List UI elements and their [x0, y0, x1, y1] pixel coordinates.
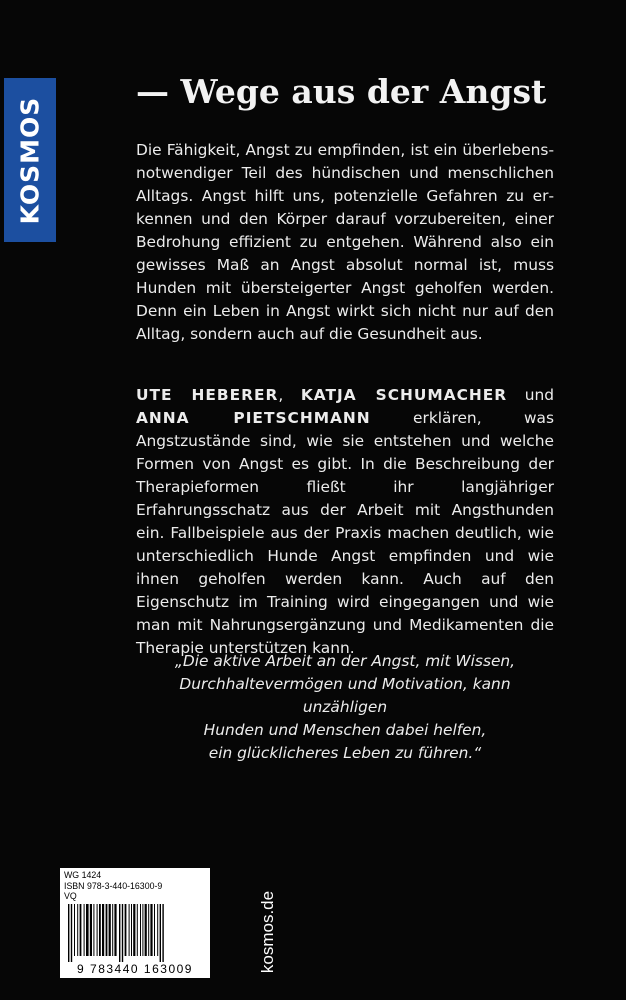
barcode-bar — [160, 904, 161, 962]
barcode-bar — [162, 904, 163, 962]
isbn-text: ISBN 978-3-440-16300-9 — [64, 880, 163, 891]
barcode-bar — [148, 904, 149, 956]
barcode-bar — [133, 904, 135, 956]
quote — [136, 650, 554, 765]
author-name: UTE HEBERER — [136, 386, 279, 404]
quote-line: Hunden und Menschen dabei helfen, — [203, 721, 487, 739]
barcode-bars — [68, 904, 202, 962]
barcode-bar — [131, 904, 132, 956]
barcode-bar — [140, 904, 141, 956]
barcode-bar — [93, 904, 94, 956]
barcode-bar — [142, 904, 143, 956]
authors-paragraph-text: erklären, was Angstzustände sind, wie sie entstehen und welche Formen von Angst es gibt. In die Beschreibung der Therapieformen fließt ihr langjähriger Erfahrungsschatz aus der Arbeit mit Angsthunden ein. Fallbeispiele aus der Praxis machen deutlich, wie unterschiedlich Hunde Angst empfinden und wie ihnen geholfen werden kann. Auch auf den Eigenschutz im Training wird eingegangen und wie man mit Nahrungsergänzung und Medikamenten die Therapie unterstützen kann. — [136, 409, 554, 657]
description-paragraph: Die Fähigkeit, Angst zu empfinden, ist ein überlebensnotwendiger Teil des hündischen und menschlichen Alltags. Angst hilft uns, potenzielle Gefahren zu erkennen und den Körper darauf vorzubereiten, einer Bedrohung effizient zu entgehen. Während also ein gewisses Maß an Angst absolut normal ist, muss Hunden mit übersteigerter Angst geholfen werden. Denn ein Leben in Angst wirkt sich nicht nur auf den Alltag, sondern auch auf die Gesundheit aus. — [136, 141, 554, 343]
book-title: — Wege aus der Angst — [136, 72, 547, 111]
barcode-bar — [122, 904, 123, 962]
barcode-bar — [74, 904, 75, 956]
barcode-label — [60, 868, 210, 978]
kosmos-logo — [4, 78, 56, 242]
barcode-bar — [84, 904, 85, 956]
kosmos-logo-text: KOSMOS — [15, 96, 45, 224]
barcode-bar — [125, 904, 127, 956]
barcode-bar — [137, 904, 138, 956]
author-separator: , — [278, 386, 301, 404]
quote-line: „Die aktive Arbeit an der Angst, mit Wissen, — [174, 652, 516, 670]
authors-paragraph — [136, 384, 554, 660]
barcode-bar — [119, 904, 120, 962]
barcode-bar — [68, 904, 69, 962]
barcode-bar — [97, 904, 98, 956]
barcode-bar — [109, 904, 111, 956]
barcode-bar — [129, 904, 130, 956]
barcode-bar — [99, 904, 101, 956]
barcode-bar — [80, 904, 82, 956]
quote-line: ein glücklicheres Leben zu führen.“ — [208, 744, 482, 762]
barcode-bar — [114, 904, 116, 956]
barcode-bar — [157, 904, 158, 956]
author-separator: und — [507, 386, 554, 404]
vq-text: VQ — [64, 891, 77, 901]
barcode-digits: 9 783440 163009 — [77, 962, 193, 976]
website-url: kosmos.de — [258, 890, 277, 974]
quote-line: Durchhaltevermögen und Motivation, kann unzähligen — [179, 675, 511, 716]
barcode-bar — [102, 904, 104, 956]
barcode-bar — [90, 904, 92, 956]
barcode-info — [64, 870, 162, 902]
barcode-bar — [112, 904, 113, 956]
barcode-bar — [150, 904, 152, 956]
barcode-bar — [154, 904, 155, 956]
barcode-bar — [71, 904, 72, 962]
author-name: KATJA SCHUMACHER — [300, 386, 508, 404]
author-name: ANNA PIETSCHMANN — [136, 409, 371, 427]
barcode-bar — [86, 904, 89, 956]
product-code: WG 1424 — [64, 870, 102, 880]
barcode-bar — [145, 904, 147, 956]
barcode-bar — [77, 904, 78, 956]
barcode-bar — [106, 904, 108, 956]
